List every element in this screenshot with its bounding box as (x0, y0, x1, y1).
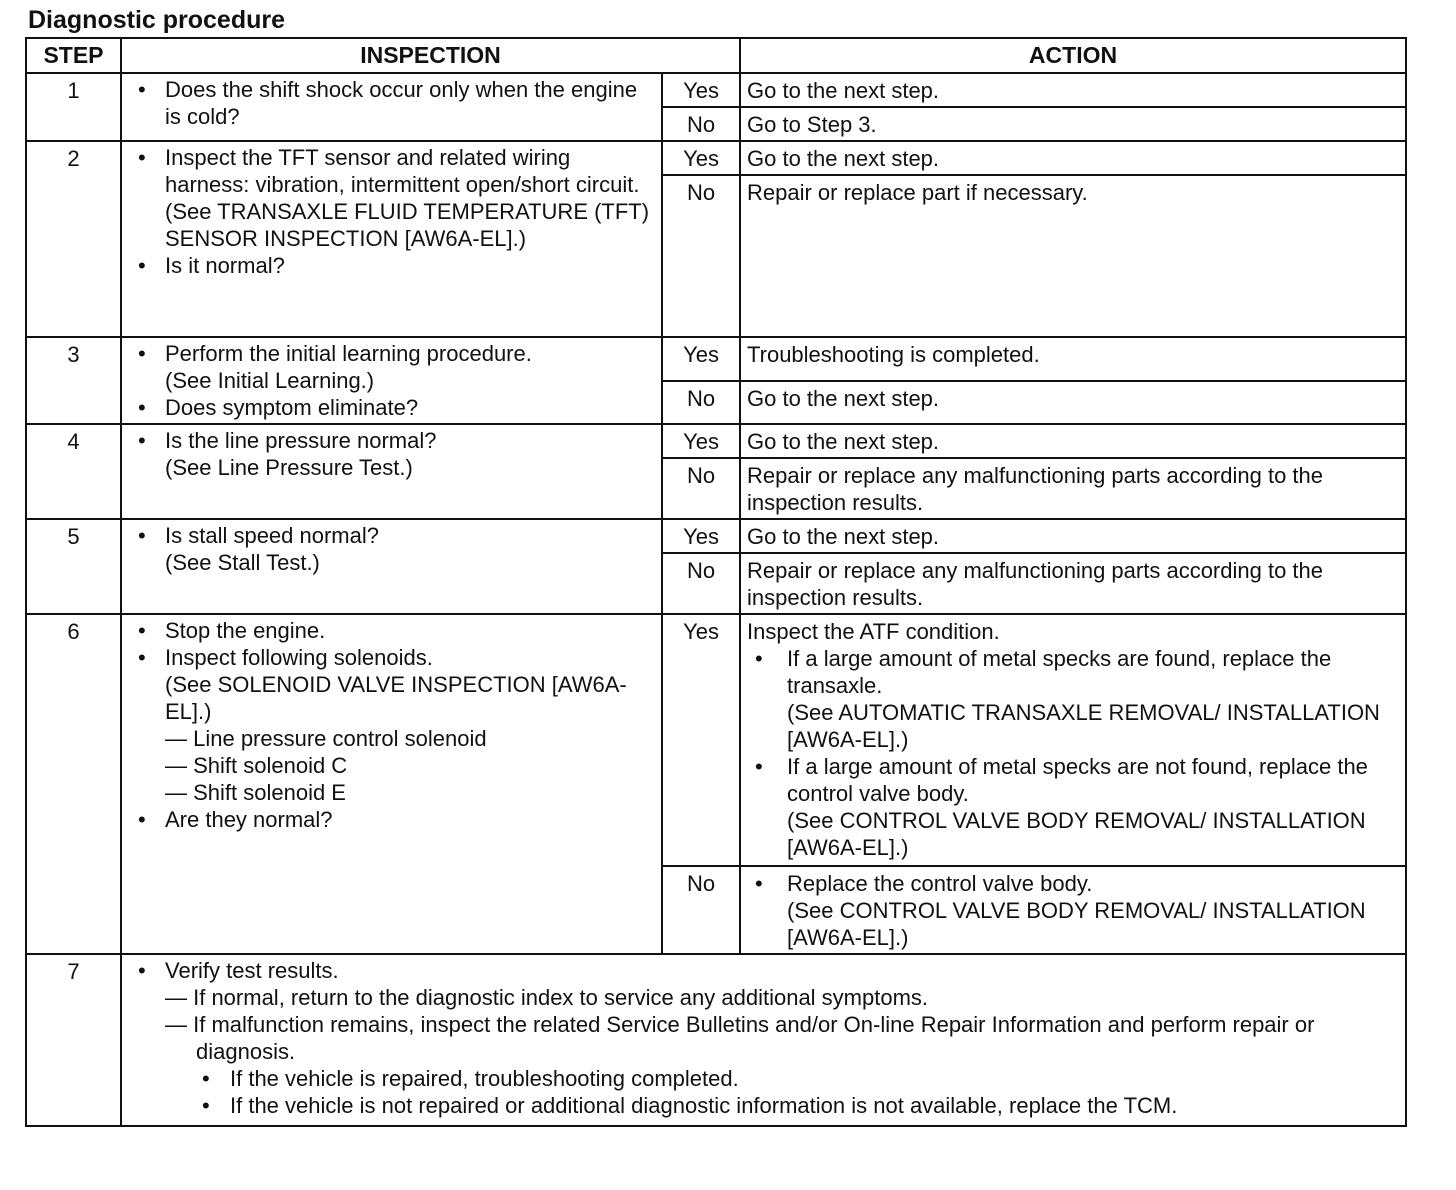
diagnostic-table (25, 37, 1407, 1127)
action-no: Go to the next step. (740, 381, 1406, 425)
table-row (26, 337, 1406, 381)
no-label: No (662, 107, 740, 141)
inspection-item: • Inspect following solenoids. (128, 644, 655, 671)
action-no: Repair or replace part if necessary. (740, 175, 1406, 337)
inspection-cell (121, 519, 662, 614)
action-no: Repair or replace any malfunctioning parts according to the inspection results. (740, 458, 1406, 519)
step-number: 4 (26, 424, 121, 519)
action-item-text: Replace the control valve body. (787, 871, 1093, 896)
action-yes: Go to the next step. (740, 73, 1406, 107)
action-no: Repair or replace any malfunctioning parts according to the inspection results. (740, 553, 1406, 614)
inspection-item: • Perform the initial learning procedure. (128, 340, 655, 367)
action-yes: Go to the next step. (740, 519, 1406, 553)
yes-label: Yes (662, 73, 740, 107)
inspection-cell (121, 424, 662, 519)
action-item (747, 870, 1399, 951)
inspection-item: • Is stall speed normal? (128, 522, 655, 549)
yes-label: Yes (662, 424, 740, 458)
inspection-cell (121, 337, 662, 424)
inspection-item: • Does the shift shock occur only when the engine is cold? (128, 76, 655, 130)
result-item: — If normal, return to the diagnostic index to service any additional symptoms. (165, 985, 929, 1010)
action-yes: Go to the next step. (740, 424, 1406, 458)
step-number: 7 (26, 954, 121, 1126)
reference-text: (See CONTROL VALVE BODY REMOVAL/ INSTALLATION [AW6A-EL].) (787, 808, 1366, 860)
action-no: Go to Step 3. (740, 107, 1406, 141)
header-step: STEP (26, 38, 121, 73)
action-no (740, 866, 1406, 954)
inspection-item: • Verify test results. (128, 957, 1399, 984)
inspection-item: • Is it normal? (128, 252, 655, 279)
inspection-cell (121, 614, 662, 954)
reference-text: (See Initial Learning.) (165, 368, 375, 393)
table-row (26, 424, 1406, 458)
result-subitem: • If the vehicle is repaired, troubleshooting completed. (128, 1065, 1399, 1092)
action-item-text: If a large amount of metal specks are found, replace the transaxle. (787, 646, 1332, 698)
action-intro: Inspect the ATF condition. (747, 619, 1000, 644)
page-title: Diagnostic procedure (28, 6, 285, 34)
reference-text: (See CONTROL VALVE BODY REMOVAL/ INSTALLATION [AW6A-EL].) (787, 898, 1366, 950)
table-row (26, 73, 1406, 107)
inspection-item: • Is the line pressure normal? (128, 427, 655, 454)
no-label: No (662, 458, 740, 519)
result-item: — If malfunction remains, inspect the related Service Bulletins and/or On-line Repair Information and perform repair or diagnosis. (165, 1012, 1315, 1064)
result-subitem: • If the vehicle is not repaired or additional diagnostic information is not available, replace the TCM. (128, 1092, 1399, 1119)
table-row (26, 954, 1406, 1126)
action-yes (740, 614, 1406, 866)
action-yes: Go to the next step. (740, 141, 1406, 175)
solenoid-item: — Shift solenoid E (165, 780, 346, 805)
action-item (747, 753, 1399, 861)
inspection-cell (121, 73, 662, 141)
solenoid-item: — Shift solenoid C (165, 753, 348, 778)
step-number: 1 (26, 73, 121, 141)
reference-text: (See Stall Test.) (165, 550, 320, 575)
no-label: No (662, 553, 740, 614)
no-label: No (662, 175, 740, 337)
no-label: No (662, 866, 740, 954)
yes-label: Yes (662, 141, 740, 175)
reference-text: (See Line Pressure Test.) (165, 455, 413, 480)
table-row (26, 519, 1406, 553)
action-item-text: If a large amount of metal specks are not found, replace the control valve body. (787, 754, 1368, 806)
table-row (26, 614, 1406, 866)
step-number: 6 (26, 614, 121, 954)
inspection-cell (121, 954, 1406, 1126)
yes-label: Yes (662, 519, 740, 553)
header-action: ACTION (740, 38, 1406, 73)
solenoid-item: — Line pressure control solenoid (165, 726, 487, 751)
step-number: 5 (26, 519, 121, 614)
inspection-item: • Inspect the TFT sensor and related wiring harness: vibration, intermittent open/short circuit. (128, 144, 655, 198)
header-inspection: INSPECTION (121, 38, 740, 73)
step-number: 3 (26, 337, 121, 424)
reference-text: (See AUTOMATIC TRANSAXLE REMOVAL/ INSTALLATION [AW6A-EL].) (787, 700, 1380, 752)
reference-text: (See SOLENOID VALVE INSPECTION [AW6A-EL].) (165, 672, 627, 724)
no-label: No (662, 381, 740, 425)
action-yes: Troubleshooting is completed. (740, 337, 1406, 381)
table-row (26, 141, 1406, 175)
reference-text: (See TRANSAXLE FLUID TEMPERATURE (TFT) SENSOR INSPECTION [AW6A-EL].) (165, 199, 650, 251)
action-item (747, 645, 1399, 753)
inspection-item: • Stop the engine. (128, 617, 655, 644)
inspection-cell (121, 141, 662, 337)
inspection-item: • Are they normal? (128, 806, 655, 833)
header-row (26, 38, 1406, 73)
yes-label: Yes (662, 614, 740, 866)
inspection-item: • Does symptom eliminate? (128, 394, 655, 421)
step-number: 2 (26, 141, 121, 337)
yes-label: Yes (662, 337, 740, 381)
